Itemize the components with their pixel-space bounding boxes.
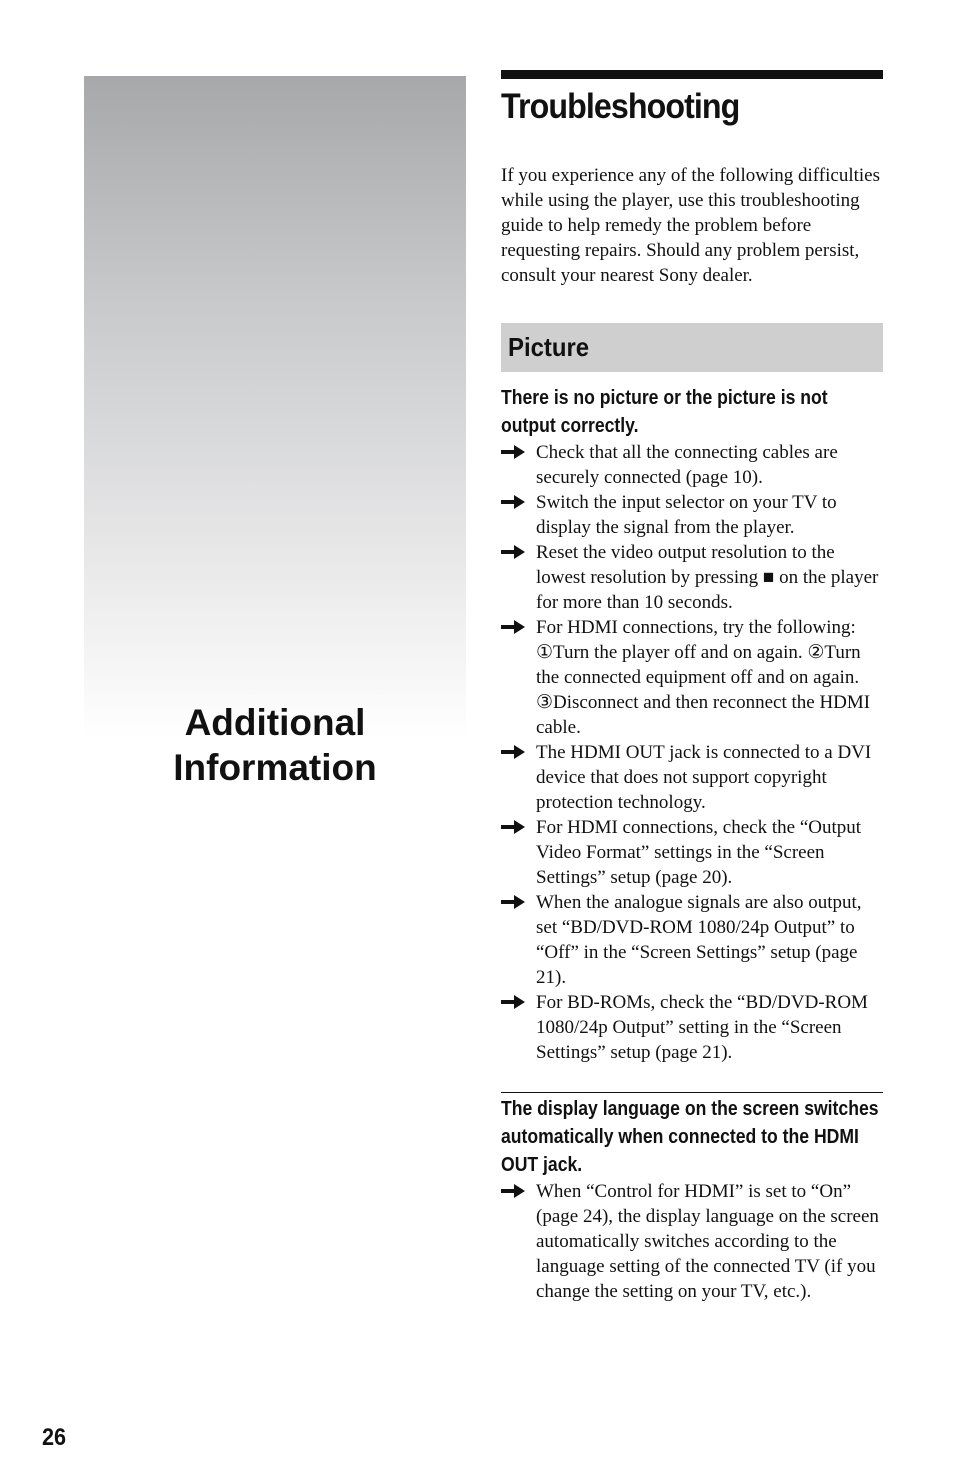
- solution-list: [501, 1179, 883, 1304]
- right-arrow-icon: [501, 1184, 525, 1198]
- solution-item: [501, 615, 883, 740]
- solution-list: [501, 440, 883, 1065]
- side-title-line-2: Information: [173, 747, 377, 788]
- solution-item: [501, 440, 883, 490]
- section-side-title: [84, 700, 466, 790]
- solution-item: [501, 1179, 883, 1304]
- solution-item: [501, 490, 883, 540]
- intro-paragraph: If you experience any of the following difficulties while using the player, use this troubleshooting guide to help remedy the problem before requesting repairs. Should any problem persist, consult your nearest Sony dealer.: [501, 165, 880, 286]
- right-arrow-icon: [501, 820, 525, 834]
- right-arrow-icon: [501, 545, 525, 559]
- right-arrow-icon: [501, 495, 525, 509]
- solution-text: Switch the input selector on your TV to display the signal from the player.: [536, 492, 837, 538]
- solution-text: When the analogue signals are also output, set “BD/DVD-ROM 1080/24p Output” to “Off” in the “Screen Settings” setup (page 21).: [536, 892, 862, 988]
- section-heading-band: [501, 323, 883, 372]
- right-arrow-icon: [501, 745, 525, 759]
- right-arrow-icon: [501, 445, 525, 459]
- solution-item: [501, 540, 883, 615]
- page-title: Troubleshooting: [501, 87, 740, 126]
- solution-text: The HDMI OUT jack is connected to a DVI device that does not support copyright protection technology.: [536, 742, 872, 813]
- solution-text: For BD-ROMs, check the “BD/DVD-ROM 1080/24p Output” setting in the “Screen Settings” setup (page 21).: [536, 992, 868, 1063]
- section-title: Picture: [508, 332, 590, 362]
- solution-text: When “Control for HDMI” is set to “On” (page 24), the display language on the screen automatically switches according to the language setting of the connected TV (if you change the setting on your TV, etc.).: [536, 1181, 879, 1302]
- side-title-line-1: Additional: [184, 702, 366, 743]
- problem-divider: [501, 1092, 883, 1093]
- solution-text: For HDMI connections, check the “Output Video Format” settings in the “Screen Settings” setup (page 20).: [536, 817, 862, 888]
- problem-heading: The display language on the screen switches automatically when connected to the HDMI OUT jack.: [501, 1098, 879, 1176]
- section-side-panel: [84, 76, 466, 740]
- solution-item: [501, 890, 883, 990]
- solution-item: [501, 990, 883, 1065]
- solution-text: For HDMI connections, try the following: ①Turn the player off and on again. ②Turn the connected equipment off and on again. ③Disconnect and then reconnect the HDMI cable.: [536, 617, 871, 738]
- solution-item: [501, 815, 883, 890]
- right-arrow-icon: [501, 995, 525, 1009]
- solution-text: Check that all the connecting cables are securely connected (page 10).: [536, 442, 838, 488]
- title-rule: [501, 70, 883, 79]
- solution-item: [501, 740, 883, 815]
- problem-heading: There is no picture or the picture is not output correctly.: [501, 387, 828, 437]
- right-arrow-icon: [501, 620, 525, 634]
- page-number: 26: [42, 1424, 67, 1451]
- main-column: [501, 70, 883, 1304]
- right-arrow-icon: [501, 895, 525, 909]
- solution-text: Reset the video output resolution to the lowest resolution by pressing ■ on the player for more than 10 seconds.: [536, 542, 879, 613]
